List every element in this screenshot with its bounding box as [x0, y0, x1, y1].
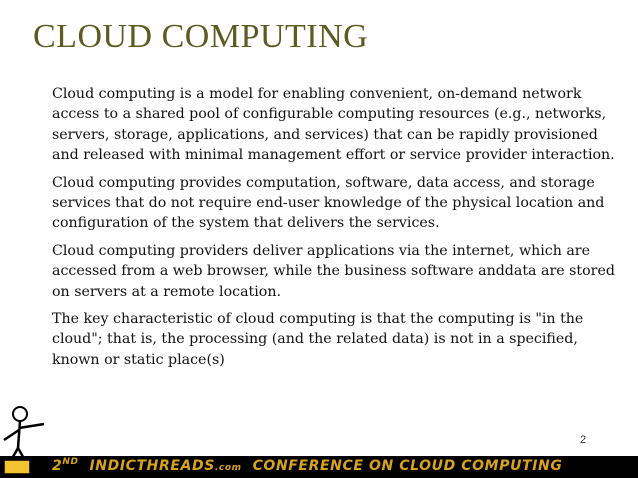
paragraph-definition: Cloud computing is a model for enabling convenient, on-demand network access to a shared pool of configurable computing resources (e.g., networks, servers, storage, applications, and services) that can be rapidly provisioned and released with minimal management effort or service provider interaction. — [52, 86, 615, 164]
footer-conference-label — [52, 457, 562, 474]
footer-ordinal-suffix: ND — [62, 457, 79, 467]
footer-site-name: INDICTHREADS — [89, 458, 215, 474]
page-number: 2 — [580, 434, 587, 446]
slide-body — [52, 84, 622, 377]
footer-ordinal-number: 2 — [52, 458, 63, 474]
stick-figure-icon — [0, 404, 48, 478]
paragraph-key-characteristic: The key characteristic of cloud computing is that the computing is "in the cloud"; that is, the processing (and the related data) is not in a specified, known or static place(s) — [52, 311, 584, 368]
paragraph-services: Cloud computing provides computation, software, data access, and storage services that do not require end-user knowledge of the physical location and configuration of the system that delivers the services. — [52, 174, 605, 232]
slide-title: CLOUD COMPUTING — [33, 18, 369, 55]
paragraph-providers: Cloud computing providers deliver applications via the internet, which are accessed from a web browser, while the business software anddata are stored on servers at a remote location. — [52, 242, 615, 300]
footer-event-name: CONFERENCE ON CLOUD COMPUTING — [252, 458, 563, 474]
footer-site-suffix: .com — [214, 463, 242, 473]
